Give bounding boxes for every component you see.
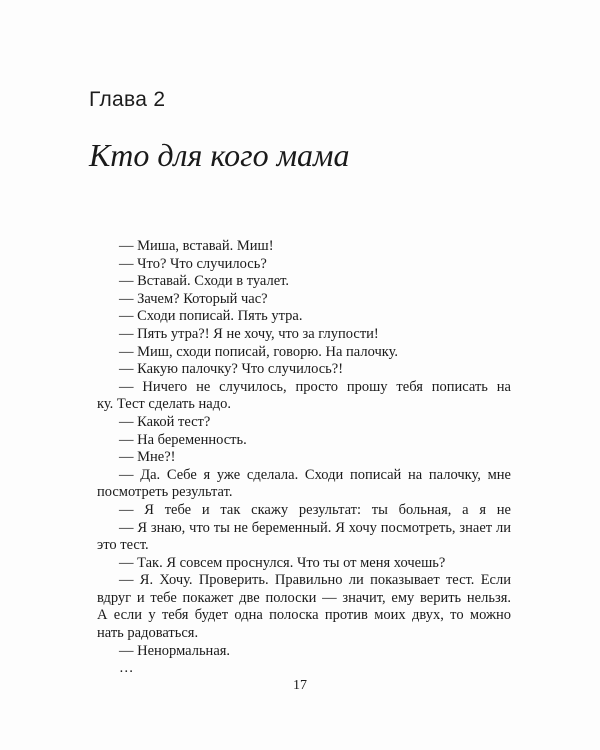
text-line: — Какую палочку? Что случилось?! bbox=[119, 361, 344, 378]
text-line: — Миш, сходи пописай, говорю. На палочку. bbox=[119, 343, 399, 360]
text-line: — Мне?! bbox=[119, 449, 176, 466]
text-line: — Вставай. Сходи в туалет. bbox=[119, 273, 290, 290]
text-line: нать радоваться. bbox=[97, 625, 199, 642]
chapter-label: Глава 2 bbox=[89, 88, 166, 111]
page-number: 17 bbox=[293, 678, 307, 693]
chapter-title: Кто для кого мама bbox=[89, 137, 350, 173]
text-line: — Какой тест? bbox=[119, 413, 211, 430]
text-line: А если у тебя будет одна полоска против моих двух, то можно bbox=[97, 607, 511, 624]
body-text bbox=[97, 238, 511, 678]
text-line: ку. Тест сделать надо. bbox=[97, 396, 231, 413]
text-line: это тест. bbox=[97, 537, 149, 554]
text-line: — Ненормальная. bbox=[119, 642, 231, 659]
text-line: вдруг и тебе покажет две полоски — значит, ему верить нельзя. bbox=[97, 589, 511, 606]
text-line: — Я тебе и так скажу результат: ты больная, а я не bbox=[119, 501, 511, 518]
text-line: — Да. Себе я уже сделала. Сходи пописай на палочку, мне bbox=[119, 466, 511, 483]
text-line: — Сходи пописай. Пять утра. bbox=[119, 308, 303, 325]
text-line: посмотреть результат. bbox=[97, 484, 233, 501]
text-line: — Пять утра?! Я не хочу, что за глупости! bbox=[119, 325, 379, 342]
text-line: — Миша, вставай. Миш! bbox=[119, 238, 274, 254]
text-line: — Я знаю, что ты не беременный. Я хочу посмотреть, знает ли bbox=[119, 519, 511, 536]
text-line: — Зачем? Который час? bbox=[119, 290, 268, 307]
text-line: … bbox=[119, 660, 134, 677]
text-line: — Ничего не случилось, просто прошу тебя пописать на bbox=[119, 378, 511, 395]
text-line: — Что? Что случилось? bbox=[119, 255, 267, 272]
text-line: — Я. Хочу. Проверить. Правильно ли показывает тест. Если bbox=[119, 572, 511, 589]
text-line: — Так. Я совсем проснулся. Что ты от меня хочешь? bbox=[119, 554, 446, 571]
text-line: — На беременность. bbox=[119, 431, 247, 448]
